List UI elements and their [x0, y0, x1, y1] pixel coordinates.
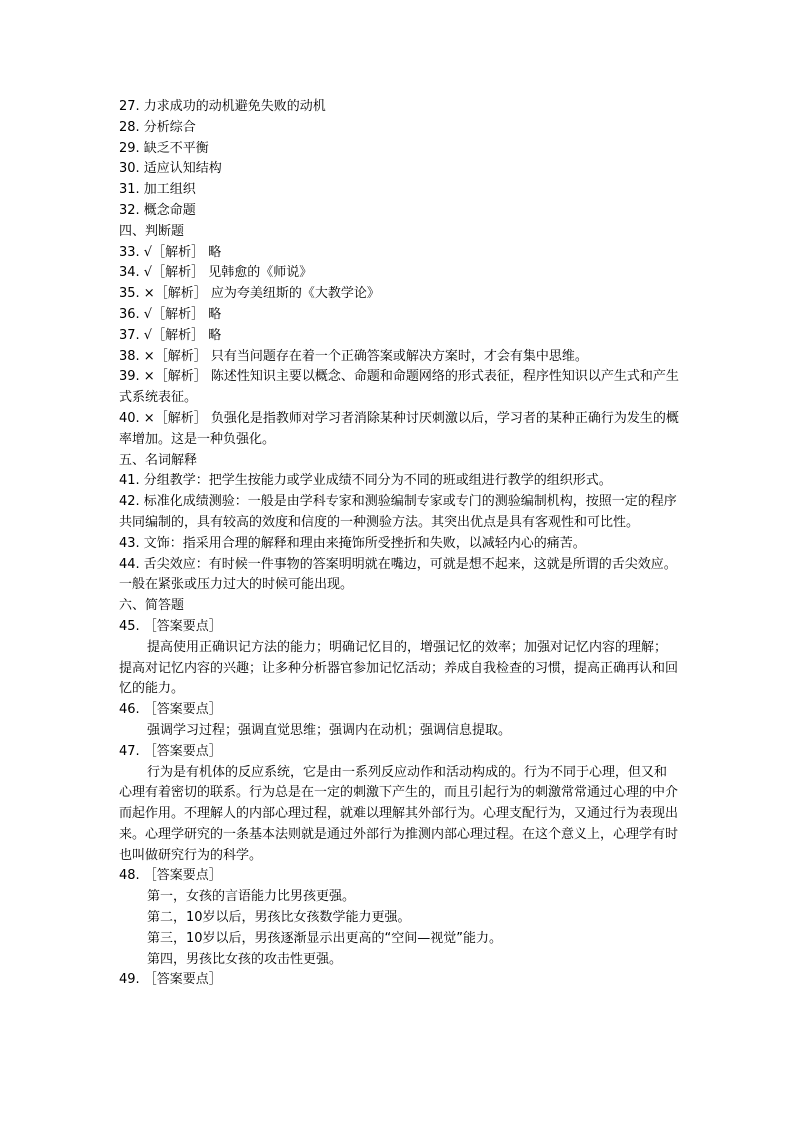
document-page [119, 97, 679, 991]
answer-head-49: 49. ［答案要点］ [119, 972, 222, 988]
answer-body-45: 提高使用正确识记方法的能力；明确记忆目的，增强记忆的效率；加强对记忆内容的理解；提高对记忆内容的兴趣；让多种分析器官参加记忆活动；养成自我检查的习惯，提高正确再认和回忆的能力。 [119, 639, 679, 697]
answer-item-31: 31. 加工组织 [119, 182, 196, 198]
answer-head-48: 48. ［答案要点］ [119, 868, 222, 884]
answer-48-point-3: 第三，10岁以后，男孩逐渐显示出更高的“空间—视觉”能力。 [147, 930, 503, 946]
answer-item-44: 44. 舌尖效应：有时候一件事物的答案明明就在嘴边，可就是想不起来，这就是所谓的舌尖效应。一般在紧张或压力过大的时候可能出现。 [119, 556, 677, 593]
answer-item-43: 43. 文饰：指采用合理的解释和理由来掩饰所受挫折和失败，以减轻内心的痛苦。 [119, 535, 586, 551]
answer-head-47: 47. ［答案要点］ [119, 743, 222, 759]
answer-item-29: 29. 缺乏不平衡 [119, 140, 209, 156]
answer-item-40: 40. ×［解析］ 负强化是指教师对学习者消除某种讨厌刺激以后，学习者的某种正确行为发生的概率增加。这是一种负强化。 [119, 410, 679, 447]
answer-48-point-4: 第四，男孩比女孩的攻击性更强。 [147, 951, 343, 967]
answer-item-27: 27. 力求成功的动机避免失败的动机 [119, 99, 326, 114]
section-title-terms: 五、名词解释 [119, 452, 198, 468]
answer-body-47: 行为是有机体的反应系统，它是由一系列反应动作和活动构成的。行为不同于心理，但又和心理有着密切的联系。行为总是在一定的刺激下产生的，而且引起行为的刺激常常通过心理的中介而起作用。不理解人的内部心理过程，就难以理解其外部行为。心理支配行为，又通过行为表现出来。心理学研究的一条基本法则就是通过外部行为推测内部心理过程。在这个意义上，心理学有时也叫做研究行为的科学。 [119, 764, 679, 863]
answer-item-42: 42. 标准化成绩测验：一般是由学科专家和测验编制专家或专门的测验编制机构，按照一定的程序共同编制的，具有较高的效度和信度的一种测验方法。其突出优点是具有客观性和可比性。 [119, 494, 677, 530]
answer-item-34: 34. √［解析］ 见韩愈的《师说》 [119, 265, 313, 281]
answer-body-46: 强调学习过程；强调直觉思维；强调内在动机；强调信息提取。 [147, 722, 512, 738]
answer-item-28: 28. 分析综合 [119, 119, 196, 135]
answer-48-point-1: 第一，女孩的言语能力比男孩更强。 [147, 889, 356, 905]
answer-head-45: 45. ［答案要点］ [119, 618, 222, 634]
answer-item-38: 38. ×［解析］ 只有当问题存在着一个正确答案或解决方案时，才会有集中思维。 [119, 348, 588, 364]
section-title-judgement: 四、判断题 [119, 223, 185, 239]
answer-item-37: 37. √［解析］ 略 [119, 327, 222, 343]
answer-item-32: 32. 概念命题 [119, 202, 196, 218]
answer-item-33: 33. √［解析］ 略 [119, 244, 222, 260]
answer-head-46: 46. ［答案要点］ [119, 702, 222, 718]
answer-48-point-2: 第二，10岁以后，男孩比女孩数学能力更强。 [147, 910, 411, 926]
answer-item-36: 36. √［解析］ 略 [119, 306, 222, 322]
answer-item-30: 30. 适应认知结构 [119, 161, 222, 177]
answer-item-41: 41. 分组教学：把学生按能力或学业成绩不同分为不同的班或组进行教学的组织形式。 [119, 473, 612, 489]
section-title-short-answer: 六、简答题 [119, 598, 185, 614]
answer-item-35: 35. ×［解析］ 应为夸美纽斯的《大教学论》 [119, 286, 380, 302]
answer-item-39: 39. ×［解析］ 陈述性知识主要以概念、命题和命题网络的形式表征，程序性知识以产生式和产生式系统表征。 [119, 369, 679, 406]
